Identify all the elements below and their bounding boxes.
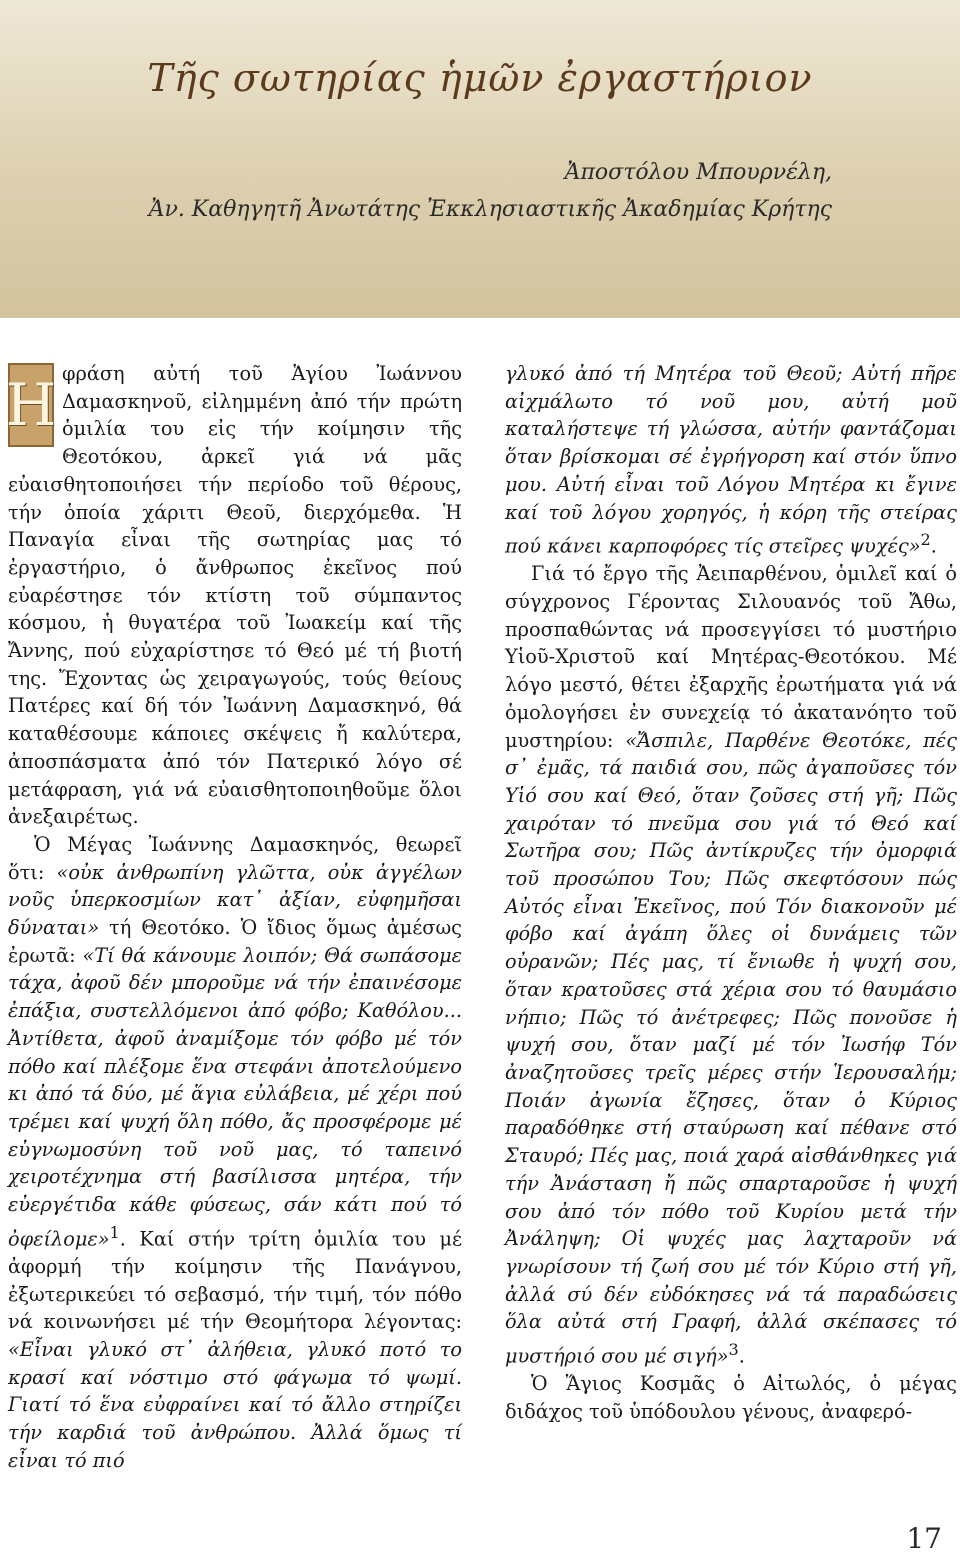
- paragraph-1-text: φράση αὐτή τοῦ Ἁγίου Ἰωάννου Δαμασκηνοῦ, εἰλημμένη ἀπό τήν πρώτη ὁμιλία του εἰς τήν κοίμησιν τῆς Θεοτόκου, ἀρκεῖ γιά νά μᾶς εὐαισθητοποιήσει τήν περίοδο τοῦ θέρους, τήν ὁποία χάριτι Θεοῦ, διερχόμεθα. Ἡ Παναγία εἶναι τῆς σωτηρίας μας τό ἐργαστήριο, ὁ ἄνθρωπος ἐκεῖνος πού εὐαρέστησε τόν κτίστη τοῦ σύμπαντος κόσμου, ἡ θυγατέρα τοῦ Ἰωακείμ καί τῆς Ἄννης, πού εὐχαρίστησε τό Θεό μέ τή βιοτή της. Ἔχοντας ὡς χειραγωγούς, τούς θείους Πατέρες καί δή τόν Ἰωάννη Δαμασκηνό, θά καταθέσουμε κάποιες σκέψεις ἤ καλύτερα, ἀποσπάσματα ἀπό τόν Πατερικό λόγο σέ μετάφραση, γιά νά εὐαισθητοποιηθοῦμε ὅλοι ἀνεξαιρέτως.: [8, 362, 462, 829]
- text-run: .: [930, 534, 937, 558]
- quote-run: «Εἶναι γλυκό στ᾽ ἀλήθεια, γλυκό ποτό το κρασί καί νόστιμο στό φάγωμα τό ψωμί. Γιατί τό ἕνα εὐφραίνει καί τό ἄλλο στηρίζει τήν καρδιά τοῦ ἀνθρώπου. Ἀλλά ὅμως τί εἶναι τό πιό: [8, 1338, 462, 1472]
- text-run: . Καί στήν τρίτη ὁμιλία του μέ ἀφορμή τήν κοίμησιν τῆς Πανάγνου, ἐξωτερικεύει τό σεβασμό, τήν τιμή, τόν πόθο νά κοινωνήσει μέ τήν Θεομήτορα λέγοντας:: [8, 1227, 462, 1334]
- quote-run: «Τί θά κάνουμε λοιπόν; Θά σωπάσομε τάχα, ἀφοῦ δέν μποροῦμε νά τήν ἐπαινέσομε ἐπάξια, συστελλόμενοι ἀπό φόβο; Καθόλου... Ἀντίθετα, ἀφοῦ ἀναμίξομε τόν φόβο μέ τόν πόθο καί πλέξομε ἕνα στεφάνι ἀποτελούμενο κι ἀπό τά δύο, μέ ἅγια εὐλάβεια, μέ χέρι πού τρέμει καί ψυχή ὅλη πόθο, ἄς προσφέρομε μέ εὐγνωμοσύνη τοῦ νοῦ μας, τό ταπεινό χειροτέχνημα στή βασίλισσα μητέρα, τήν εὐεργέτιδα κάθε φύσεως, σάν κάτι πού τό ὀφείλομε»: [8, 943, 463, 1251]
- left-column: [5, 360, 463, 1475]
- author-name: Ἀποστόλου Μπουρνέλη,: [564, 160, 832, 185]
- paragraph-2: [8, 831, 462, 1475]
- paragraph-1: [5, 360, 462, 831]
- author-block: [149, 154, 832, 228]
- page-number: 17: [906, 1522, 942, 1555]
- dropcap-letter: Η: [5, 371, 57, 439]
- text-run: Γιά τό ἔργο τῆς Ἀειπαρθένου, ὁμιλεῖ καί ὁ σύγχρονος Γέροντας Σιλουανός τοῦ Ἄθω, προσπαθώντας νά προσεγγίσει τό μυστήριο Υἱοῦ-Χριστοῦ καί Μητέρας-Θεοτόκου. Μέ λόγο μεστό, θέτει ἐξαρχῆς ἐρωτήματα γιά νά ὁμολογήσει ἐν συνεχείᾳ τό ἀκατανόητο τοῦ μυστηρίου:: [505, 562, 957, 752]
- dropcap-ornament: [5, 363, 57, 447]
- header-banner: [0, 0, 960, 318]
- text-run: τή Θεοτόκο. Ὁ ἴδιος ὅμως ἀμέσως ἐρωτᾶ:: [8, 916, 462, 967]
- paragraph-4: [505, 560, 957, 1370]
- footnote-ref: 2: [920, 530, 931, 550]
- text-run: Ὁ Μέγας Ἰωάννης Δαμασκηνός, θεωρεῖ ὅτι:: [8, 832, 462, 884]
- article-title: Τῆς σωτηρίας ἡμῶν ἐργαστήριον: [147, 56, 813, 100]
- footnote-ref: 3: [728, 1340, 739, 1360]
- paragraph-5: Ὁ Ἅγιος Κοσμᾶς ὁ Αἰτωλός, ὁ μέγας διδάχος τοῦ ὑπόδουλου γένους, ἀναφερό-: [505, 1372, 957, 1423]
- quote-run: «οὐκ ἀνθρωπίνη γλῶττα, οὐκ ἀγγέλων νοῦς ὑπερκοσμίων κατ᾽ ἀξίαν, εὐφημῆσαι δύναται»: [8, 860, 462, 940]
- paragraph-3: [505, 360, 957, 560]
- text-run: .: [738, 1344, 745, 1368]
- footnote-ref: 1: [109, 1222, 120, 1242]
- author-affiliation: Ἀν. Καθηγητῆ Ἀνωτάτης Ἐκκλησιαστικῆς Ἀκαδημίας Κρήτης: [148, 197, 832, 222]
- quote-run: «Ἄσπιλε, Παρθένε Θεοτόκε, πές σ᾽ ἐμᾶς, τά παιδιά σου, πῶς ἀγαποῦσες τόν Υἱό σου καί Θεό, ὅταν ζοῦσες στή γῆ; Πῶς χαιρόταν τό πνεῦμα σου γιά τό Θεό καί Σωτῆρα σου; Πῶς ἀντίκρυζες τήν ὀμορφιά τοῦ προσώπου Του; Πῶς σκεφτόσουν πώς Αὐτός εἶναι Ἐκεῖνος, πού Τόν διακονοῦν μέ φόβο καί ἀγάπη ὅλες οἱ δυνάμεις τῶν οὐρανῶν; Πές μας, τί ἔνιωθε ἡ ψυχή σου, ὅταν κρατοῦσες στά χέρια σου τό θαυμάσιο νήπιο; Πῶς τό ἀνέτρεφες; Πῶς πονοῦσε ἡ ψυχή σου, ὅταν μαζί μέ τόν Ἰωσήφ Τόν ἀναζητοῦσες τρεῖς μέρες στήν Ἱερουσαλήμ; Ποιάν ἀγωνία ἔζησες, ὅταν ὁ Κύριος παραδόθηκε στή σταύρωση καί πέθανε στό Σταυρό; Πές μας, ποιά χαρά αἰσθάνθηκες γιά τήν Ἀνάσταση ἤ πῶς σπαρταροῦσε ἡ ψυχή σου ἀπό τόν πόθο τοῦ Κυρίου μετά τήν Ἀνάληψη; Οἱ ψυχές μας λαχταροῦν νά γνωρίσουν τή ζωή σου μέ τόν Κύριο στή γῆ, ἀλλά σύ δέν εὐδόκησες νά τά παραδώσεις ὅλα αὐτά στή Γραφή, ἀλλά σκέπασες τό μυστήριό σου μέ σιγή»: [505, 728, 958, 1368]
- quote-run: γλυκό ἀπό τή Μητέρα τοῦ Θεοῦ; Αὐτή πῆρε αἰχμάλωτο τό νοῦ μου, αὐτή μοῦ καταλήστεψε τή γλώσσα, αὐτήν φαντάζομαι ὅταν βρίσκομαι σέ ἐγρήγορση καί στόν ὕπνο μου. Αὐτή εἶναι τοῦ Λόγου Μητέρα κι ἔγινε καί τοῦ λόγου χορηγός, ἡ κόρη τῆς στείρας πού κάνει καρποφόρες τίς στεῖρες ψυχές»: [505, 362, 957, 558]
- right-column: [505, 360, 957, 1426]
